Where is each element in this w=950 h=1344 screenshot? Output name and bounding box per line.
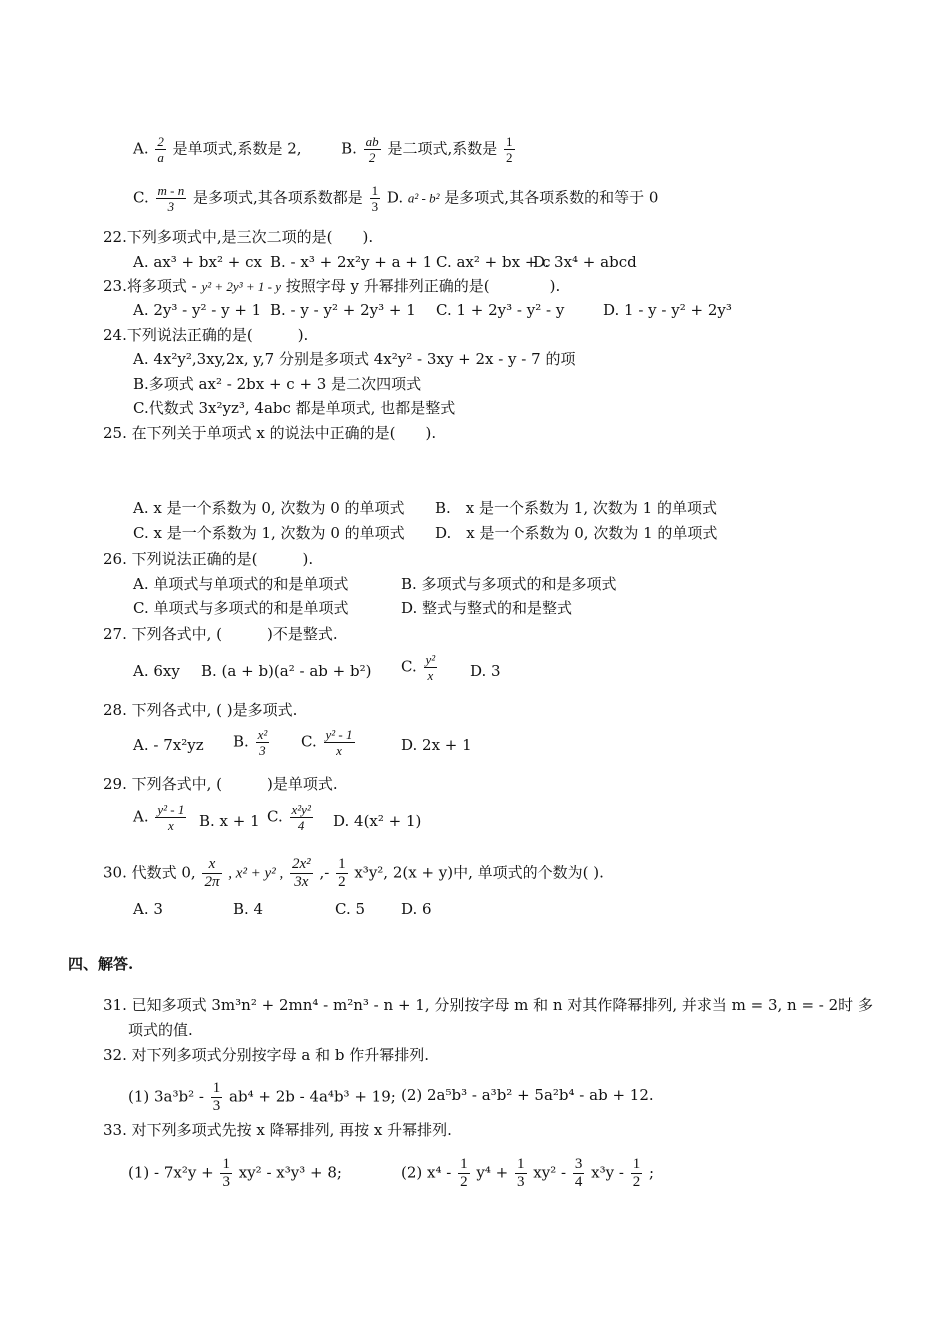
q28-option-c: C. $\frac{\text{y² - 1}}{x}$ — [301, 727, 353, 758]
fraction: $\frac{1}{2}$ — [460, 1156, 468, 1190]
q29-option-a: A. $\frac{\text{y² - 1}}{x}$ — [133, 802, 185, 833]
q25-option-b: B. x 是一个系数为 1, 次数为 1 的单项式 — [435, 499, 717, 517]
q23-stem: 23.将多项式 - y² + 2y³ + 1 - y 按照字母 y 升幂排列正确的是( ). — [103, 277, 561, 295]
q32-part1: (1) 3a³b² - $\frac{1}{3}$ ab⁴ + 2b - 4a⁴b³ + 19; — [128, 1080, 396, 1114]
q28-option-a: A. - 7x²yz — [133, 736, 204, 754]
section-heading: 四、解答. — [68, 955, 134, 973]
q29-option-c: C. $\frac{\text{x²y²}}{4}$ — [267, 802, 311, 833]
q28-option-d: D. 2x + 1 — [401, 736, 472, 754]
q32-stem: 32. 对下列多项式分别按字母 a 和 b 作升幂排列. — [103, 1046, 430, 1064]
fraction: $\frac{\text{y² - 1}}{x}$ — [157, 802, 185, 833]
q21-option-a-b: A. $\frac{2}{a}$ 是单项式,系数是 2, B. $\frac{ab}{2}$ 是二项式,系数是 $\frac{1}{2}$ — [133, 134, 513, 165]
q22-option-a: A. ax³ + bx² + cx — [133, 253, 262, 271]
fraction: $\frac{2}{a}$ — [157, 134, 164, 165]
q24-option-c: C.代数式 3x²yz³, 4abc 都是单项式, 也都是整式 — [133, 399, 456, 417]
q30-option-b: B. 4 — [233, 900, 264, 918]
q21-option-c-d: C. $\frac{m - n}{3}$ 是多项式,其各项系数都是 $\frac{1}{3}$ D. a² - b² 是多项式,其各项系数的和等于 0 — [133, 183, 659, 214]
fraction: $\frac{1}{3}$ — [222, 1156, 230, 1190]
fraction: $\frac{\text{2x²}}{3x}$ — [292, 856, 311, 890]
q33-part1: (1) - 7x²y + $\frac{1}{3}$ xy² - x³y³ + 8; — [128, 1156, 342, 1190]
q28-option-b: B. $\frac{\text{x²}}{3}$ — [233, 727, 268, 758]
q27-stem: 27. 下列各式中, ( )不是整式. — [103, 625, 338, 643]
q24-option-a: A. 4x²y²,3xy,2x, y,7 分别是多项式 4x²y² - 3xy + 2x - y - 7 的项 — [133, 350, 576, 368]
fraction: $\frac{m - n}{3}$ — [157, 183, 185, 214]
fraction: $\frac{\text{x²}}{3}$ — [257, 727, 268, 758]
q24-stem: 24.下列说法正确的是( ). — [103, 326, 309, 344]
fraction: $\frac{1}{3}$ — [517, 1156, 525, 1190]
q29-option-b: B. x + 1 — [199, 812, 260, 830]
fraction: $\frac{3}{4}$ — [574, 1156, 583, 1190]
q24-option-b: B.多项式 ax² - 2bx + c + 3 是二次四项式 — [133, 375, 422, 393]
fraction: $\frac{1}{3}$ — [212, 1080, 221, 1114]
q26-option-b: B. 多项式与多项式的和是多项式 — [401, 575, 617, 593]
q26-option-c: C. 单项式与多项式的和是单项式 — [133, 599, 349, 617]
q22-option-d: D. 3x⁴ + abcd — [533, 253, 637, 271]
fraction: $\frac{1}{3}$ — [371, 183, 379, 214]
q22-option-c: C. ax² + bx + c — [436, 253, 551, 271]
q22-stem: 22.下列多项式中,是三次二项的是( ). — [103, 228, 374, 246]
q25-stem: 25. 在下列关于单项式 x 的说法中正确的是( ). — [103, 424, 437, 442]
fraction: $\frac{1}{2}$ — [632, 1156, 641, 1190]
q32-part2: (2) 2a⁵b³ - a³b² + 5a²b⁴ - ab + 12. — [401, 1086, 654, 1104]
q25-option-d: D. x 是一个系数为 0, 次数为 1 的单项式 — [435, 524, 718, 542]
q25-option-c: C. x 是一个系数为 1, 次数为 0 的单项式 — [133, 524, 405, 542]
option-label: A. — [133, 139, 149, 158]
q30-option-d: D. 6 — [401, 900, 432, 918]
q23-option-c: C. 1 + 2y³ - y² - y — [436, 301, 565, 319]
q26-stem: 26. 下列说法正确的是( ). — [103, 550, 314, 568]
q27-option-b: B. (a + b)(a² - ab + b²) — [201, 662, 372, 680]
q28-stem: 28. 下列各式中, ( )是多项式. — [103, 701, 298, 719]
q27-option-c: C. $\frac{\text{y²}}{x}$ — [401, 652, 436, 683]
q23-option-a: A. 2y³ - y² - y + 1 — [133, 301, 262, 319]
fraction: $\frac{ab}{2}$ — [365, 134, 379, 165]
q31-line1: 31. 已知多项式 3m³n² + 2mn⁴ - m²n³ - n + 1, 分别按字母 m 和 n 对其作降幂排列, 并求当 m = 3, n = - 2时 多 — [103, 996, 873, 1014]
q31-line2: 项式的值. — [128, 1021, 193, 1039]
q27-option-a: A. 6xy — [133, 662, 180, 680]
q30-option-a: A. 3 — [133, 900, 163, 918]
fraction: $\frac{1}{2}$ — [338, 856, 346, 890]
fraction: $\frac{\text{y²}}{x}$ — [425, 652, 436, 683]
q33-stem: 33. 对下列多项式先按 x 降幂排列, 再按 x 升幂排列. — [103, 1121, 452, 1139]
fraction: $\frac{\text{y² - 1}}{x}$ — [325, 727, 353, 758]
fraction: $\frac{x}{2\pi}$ — [204, 856, 220, 890]
fraction: $\frac{\text{x²y²}}{4}$ — [291, 802, 311, 833]
q29-stem: 29. 下列各式中, ( )是单项式. — [103, 775, 338, 793]
q23-option-d: D. 1 - y - y² + 2y³ — [603, 301, 732, 319]
q22-option-b: B. - x³ + 2x²y + a + 1 — [270, 253, 433, 271]
q33-part2: (2) x⁴ - $\frac{1}{2}$ y⁴ + $\frac{1}{3}$ xy² - $\frac{3}{4}$ x³y - $\frac{1}{2}$ ; — [401, 1156, 655, 1190]
q27-option-d: D. 3 — [470, 662, 501, 680]
q26-option-a: A. 单项式与单项式的和是单项式 — [133, 575, 349, 593]
q25-option-a: A. x 是一个系数为 0, 次数为 0 的单项式 — [133, 499, 405, 517]
q29-option-d: D. 4(x² + 1) — [333, 812, 422, 830]
fraction: $\frac{1}{2}$ — [506, 134, 513, 165]
q23-option-b: B. - y - y² + 2y³ + 1 — [270, 301, 416, 319]
q26-option-d: D. 整式与整式的和是整式 — [401, 599, 573, 617]
q30-stem: 30. 代数式 0, $\frac{x}{2\pi}$ , x² + y² , $\frac{\text{2x²}}{3x}$ ,- $\frac{1}{2}$ x³y², 2(x + y)中, 单项式的个数为( ). — [103, 856, 604, 890]
q30-option-c: C. 5 — [335, 900, 366, 918]
